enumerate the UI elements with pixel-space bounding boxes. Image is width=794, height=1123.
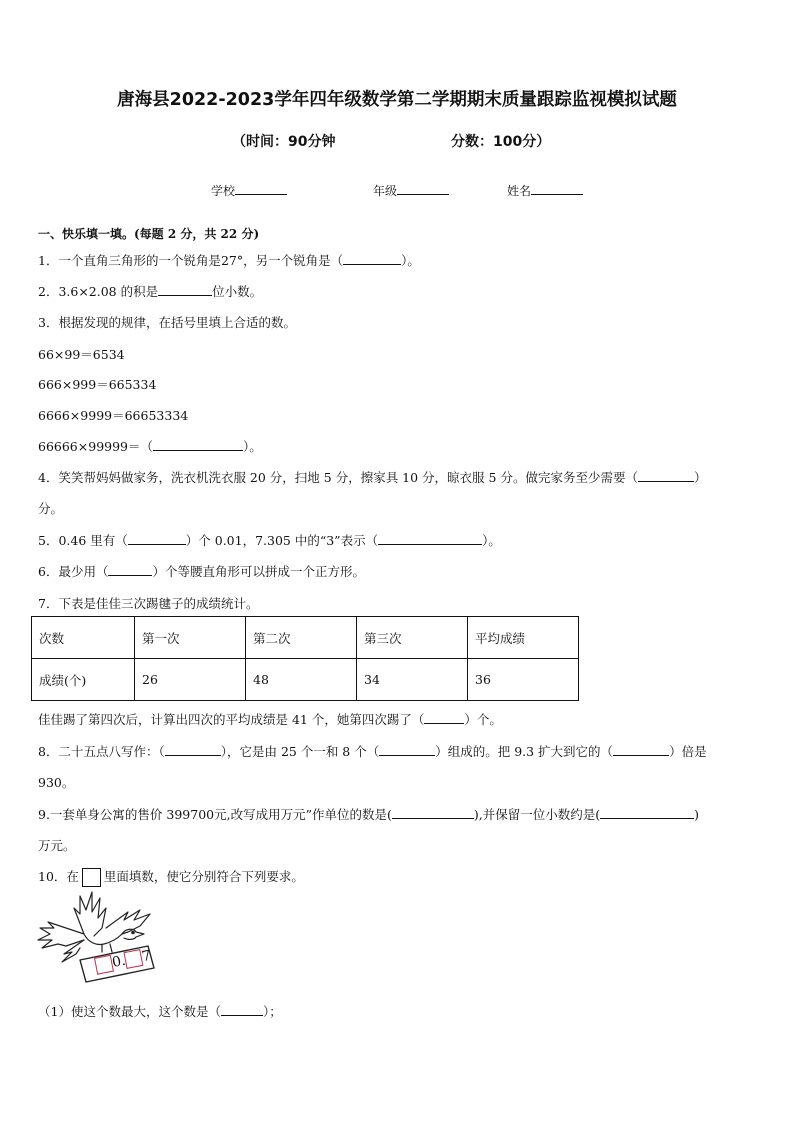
question-9-blank-2[interactable] [600,807,694,819]
exam-score: 分数：100分） [451,134,551,150]
question-6-text: 6．最少用（ [38,564,109,579]
question-4 [38,468,706,486]
table-cell: 48 [246,659,357,701]
question-10-text: 10．在 [38,869,79,884]
question-7-follow-text: 佳佳踢了第四次后，计算出四次的平均成绩是 41 个，她第四次踢了（ [38,712,425,727]
question-5-blank-1[interactable] [128,533,186,545]
school-field [211,182,287,199]
table-header-cell: 次数 [32,617,135,659]
question-6-blank[interactable] [108,564,152,576]
question-1-text: 1．一个直角三角形的一个锐角是27°，另一个锐角是（ [38,253,344,268]
question-4-text: 4．笑笑帮妈妈做家务，洗衣机洗衣服 20 分，扫地 5 分，擦家具 10 分，晾衣服 5 分。做完家务至少需要（ [38,470,638,485]
school-label: 学校 [211,184,236,198]
name-field [507,182,583,199]
question-10-part-1-text: （1）使这个数最大，这个数是（ [38,1004,221,1019]
question-10-blank[interactable] [221,1004,263,1016]
pattern-line-1: 66×99＝6534 [38,347,125,362]
question-10-part-1 [38,1002,282,1020]
card-last-digit: 7 [140,947,153,966]
question-8-mid-2: ）组成的。把 9.3 扩大到它的（ [435,744,614,759]
question-1-end: ）。 [401,253,420,268]
score-table [31,616,579,701]
question-9-text: 9.一套单身公寓的售价 399700元,改写成用万元”作单位的数是( [38,807,392,822]
question-10-end: 里面填数，使它分别符合下列要求。 [103,869,304,884]
table-header-cell: 第一次 [135,617,246,659]
pattern-line-3: 6666×9999＝66653334 [38,408,189,423]
name-label: 姓名 [507,184,532,198]
question-10 [38,867,304,887]
question-3: 3．根据发现的规律，在括号里填上合适的数。 [38,315,296,330]
question-8-end: ）倍是 [669,744,707,759]
question-9-blank-1[interactable] [392,807,474,819]
pattern-line-2: 666×999＝665334 [38,377,157,392]
table-header-cell: 平均成绩 [468,617,579,659]
question-8-blank-2[interactable] [379,744,435,756]
school-blank[interactable] [235,182,287,195]
pattern-line-4-end: ）。 [243,439,262,454]
question-5-text: 5．0.46 里有（ [38,533,128,548]
question-3-blank[interactable] [153,439,243,451]
table-row [32,659,579,701]
question-8-blank-1[interactable] [165,744,221,756]
question-4-close: ） [693,470,707,485]
question-5-blank-2[interactable] [378,533,482,545]
table-cell: 34 [357,659,468,701]
pattern-line-4 [38,437,262,455]
question-9 [38,805,699,823]
question-2 [38,282,262,300]
table-header-cell: 第二次 [246,617,357,659]
bird-card-illustration [36,888,160,988]
question-1 [38,251,420,269]
name-blank[interactable] [531,182,583,195]
question-6-end: ）个等腰直角形可以拼成一个正方形。 [152,564,365,579]
question-8-blank-3[interactable] [613,744,669,756]
grade-field [373,182,449,199]
answer-box-icon [82,868,101,887]
question-2-text: 2．3.6×2.08 的积是 [38,284,159,299]
table-row-label: 成绩(个) [32,659,135,701]
question-4-blank[interactable] [638,470,694,482]
question-9-cont: 万元。 [38,838,76,853]
table-header-cell: 第三次 [357,617,468,659]
table-header-row [32,617,579,659]
question-8-mid-1: ），它是由 25 个一和 8 个（ [220,744,380,759]
question-9-close: ) [694,807,699,822]
question-2-end: 位小数。 [212,284,263,299]
question-6 [38,562,365,580]
question-5 [38,531,501,549]
exam-time: （时间：90分钟 [232,134,336,150]
grade-blank[interactable] [397,182,449,195]
question-4-cont: 分。 [38,501,64,516]
question-8 [38,742,707,760]
question-7-end: ）个。 [464,712,502,727]
question-7-follow [38,710,502,728]
card-decimal: 0. [110,952,127,971]
section-heading: 一、快乐填一填。(每题 2 分，共 22 分) [38,227,260,241]
table-cell: 26 [135,659,246,701]
question-7-blank[interactable] [424,712,464,724]
question-8-text: 8．二十五点八写作：（ [38,744,165,759]
question-7: 7．下表是佳佳三次踢毽子的成绩统计。 [38,596,259,611]
question-5-end: ）。 [482,533,501,548]
question-2-blank[interactable] [158,284,212,296]
question-1-blank[interactable] [343,253,401,265]
question-5-mid: ）个 0.01，7.305 中的“3”表示（ [185,533,379,548]
question-9-mid: ),并保留一位小数约是( [473,807,601,822]
pattern-line-4-text: 66666×99999＝（ [38,439,154,454]
exam-title: 唐海县2022-2023学年四年级数学第二学期期末质量跟踪监视模拟试题 [117,90,677,110]
grade-label: 年级 [373,184,398,198]
table-cell: 36 [468,659,579,701]
question-10-part-1-end: ）； [262,1004,282,1019]
question-8-cont: 930。 [38,775,75,790]
